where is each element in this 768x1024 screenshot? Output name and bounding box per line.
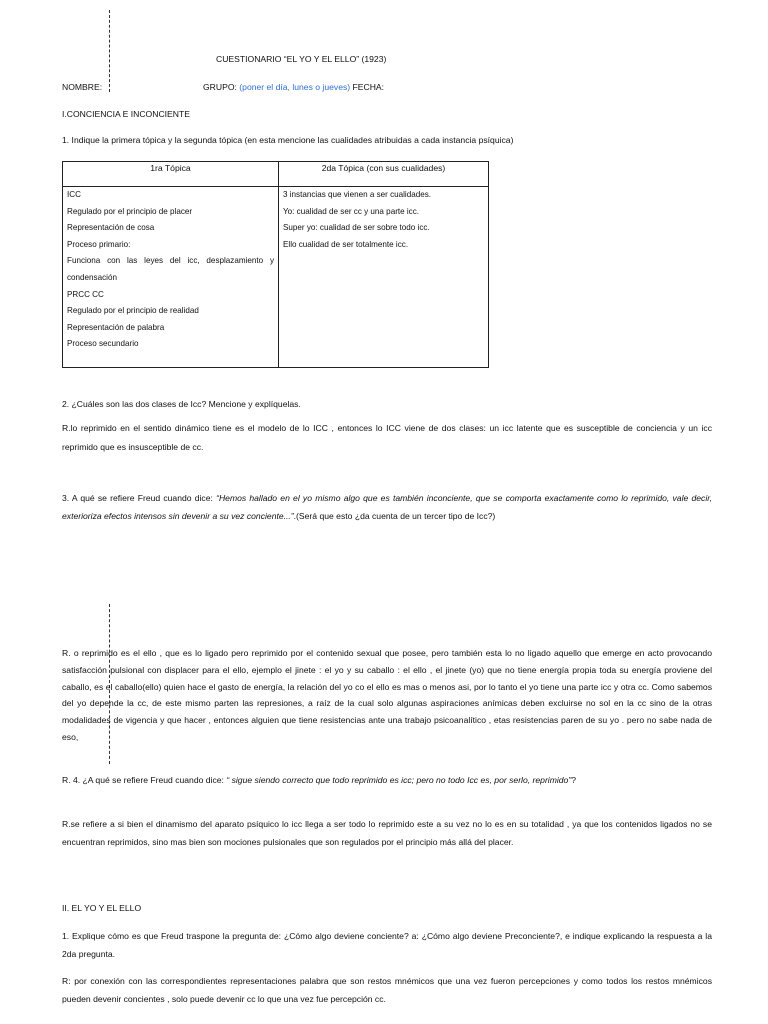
text-cursor-mark-top bbox=[109, 10, 110, 92]
col1-line: Representación de cosa bbox=[67, 223, 155, 233]
section-2-answer-1: R: por conexión con las correspondientes representaciones palabra que son restos mnémicos que una vez fueron percepciones y como todos los restos mnémicos pueden devenir concientes , solo puede devenir cc lo que una vez fue percepción cc. bbox=[62, 976, 712, 1004]
grupo-field bbox=[203, 82, 384, 92]
section-1-heading: I.CONCIENCIA E INCONCIENTE bbox=[62, 109, 190, 119]
col1-line: Proceso secundario bbox=[67, 339, 139, 349]
col2-line: Yo: cualidad de ser cc y una parte icc. bbox=[283, 206, 420, 216]
col2-line: Ello cualidad de ser totalmente icc. bbox=[283, 239, 409, 249]
topicas-table bbox=[62, 161, 489, 368]
section-2-question-1: 1. Explique cómo es que Freud traspone la pregunta de: ¿Cómo algo deviene conciente? a: ¿Cómo algo deviene Preconciente?, e indique explicando la respuesta a la 2da pregunta. bbox=[62, 931, 712, 959]
grupo-label: GRUPO: bbox=[203, 82, 237, 92]
col2-header: 2da Tópica (con sus cualidades) bbox=[279, 162, 489, 187]
col2-line: Super yo: cualidad de ser sobre todo icc. bbox=[283, 223, 430, 233]
col1-line: condensación bbox=[67, 272, 117, 282]
q3-suffix: .(Será que esto ¿da cuenta de un tercer tipo de Icc?) bbox=[293, 511, 496, 521]
question-4 bbox=[62, 771, 712, 789]
fecha-label: FECHA: bbox=[352, 82, 385, 92]
col1-header: 1ra Tópica bbox=[63, 162, 279, 187]
answer-4: R.se refiere a si bien el dinamismo del aparato psíquico lo icc llega a ser todo lo reprimido este a su vez no lo es en su totalidad , ya que los contenidos ligados no se encuentran reprimidos, sino mas bien son mociones pulsionales que son regulados por el principio más allá del placer. bbox=[62, 819, 712, 847]
col1-line: Regulado por el principio de placer bbox=[67, 206, 193, 216]
answer-3: R. o reprimido es el ello , que es lo ligado pero reprimido por el contenido sexual que posee, pero también esta lo no ligado aquello que emerge en acto provocando satisfacción pulsional con displacer para el ello, ejemplo el jinete : el yo y su caballo : el ello , el jinete (yo) que no tiene energía propia toda su energía proviene del caballo, es el caballo(ello) quien hace el gasto de energía, la relación del yo co el ello es mas o menos asi, por lo tanto el yo tiene una parte icc y otra cc. Como sabemos del yo depende la cc, de este mismo parten las represiones, a raíz de la cual solo algunas aspiraciones anímicas deben excluirse no sol en la cc sino de la otras modalidades de vigencia y que hacer , entonces alguien que tiene resistencias ante una trabajo psicoanalítico , etas resistencias paren de su yo . pero no sabe nada de eso, bbox=[62, 648, 712, 742]
q4-quote: “ sigue siendo correcto que todo reprimido es icc; pero no todo Icc es, por serlo, reprimido” bbox=[226, 775, 572, 785]
q4-prefix: R. 4. ¿A qué se refiere Freud cuando dice: bbox=[62, 775, 227, 785]
primera-topica-cell bbox=[63, 187, 279, 368]
col1-line: Funciona con las leyes del icc, desplazamiento y bbox=[67, 256, 274, 266]
question-3 bbox=[62, 489, 712, 525]
col1-line: PRCC CC bbox=[67, 289, 104, 299]
col1-line: Regulado por el principio de realidad bbox=[67, 306, 199, 316]
grupo-hint: (poner el día, lunes o jueves) bbox=[239, 82, 351, 92]
q4-suffix: ? bbox=[571, 775, 576, 785]
col2-line: 3 instancias que vienen a ser cualidades. bbox=[283, 190, 432, 199]
question-2: 2. ¿Cuáles son las dos clases de Icc? Mencione y explíquelas. bbox=[62, 399, 301, 409]
col1-line: ICC bbox=[67, 190, 81, 199]
page-title: CUESTIONARIO “EL YO Y EL ELLO” (1923) bbox=[216, 54, 387, 64]
col1-line: Representación de palabra bbox=[67, 322, 165, 332]
col1-line: Proceso primario: bbox=[67, 239, 131, 249]
q3-quote: “Hemos hallado en el yo mismo algo que es también inconciente, que se comporta exactamente como lo reprimido, vale decir, exterioriza efectos intensos sin devenir a su vez conciente...” bbox=[62, 493, 712, 521]
section-2-heading: II. EL YO Y EL ELLO bbox=[62, 903, 142, 913]
q3-prefix: 3. A qué se refiere Freud cuando dice: bbox=[62, 493, 217, 503]
segunda-topica-cell bbox=[279, 187, 489, 368]
answer-2: R.lo reprimido en el sentido dinámico tiene es el modelo de lo ICC , entonces lo ICC viene de dos clases: un icc latente que es susceptible de conciencia y un icc reprimido que es insusceptible de cc. bbox=[62, 423, 712, 452]
nombre-label: NOMBRE: bbox=[62, 82, 103, 92]
question-1: 1. Indique la primera tópica y la segunda tópica (en esta mencione las cualidades atribuidas a cada instancia psíquica) bbox=[62, 135, 514, 145]
